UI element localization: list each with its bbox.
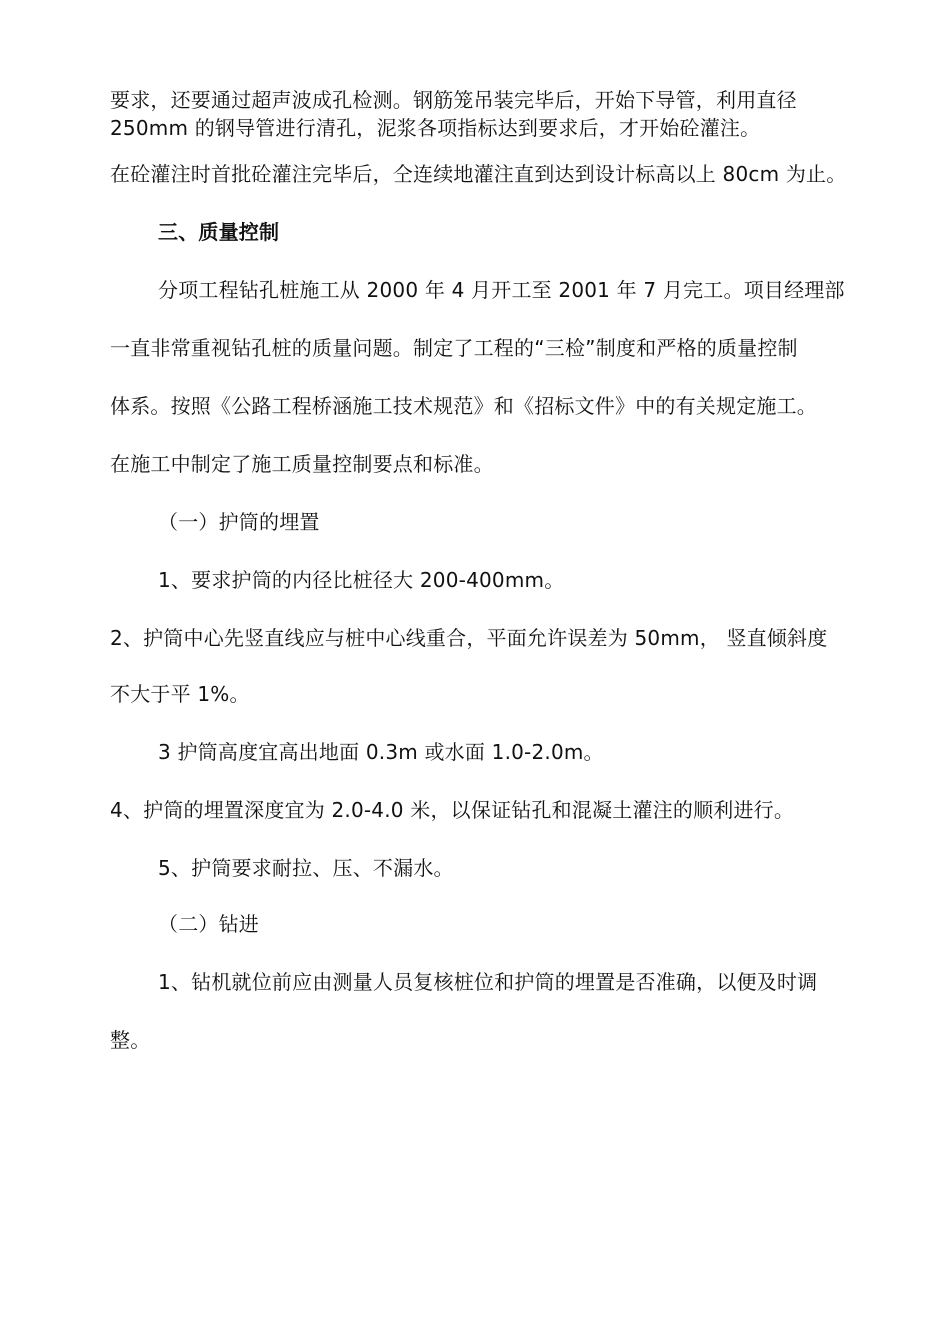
paragraph-line: 一直非常重视钻孔桩的质量问题。制定了工程的“三检”制度和严格的质量控制	[110, 336, 798, 360]
list-item: 1、钻机就位前应由测量人员复核桩位和护筒的埋置是否准确，以便及时调	[158, 970, 818, 994]
paragraph-line: 不大于平 1%。	[110, 682, 250, 706]
paragraph-line: 在施工中制定了施工质量控制要点和标准。	[110, 452, 494, 476]
paragraph-line: 要求，还要通过超声波成孔检测。钢筋笼吊装完毕后，开始下导管，利用直径	[110, 88, 797, 112]
subsection-heading: （一）护筒的埋置	[158, 510, 320, 534]
paragraph-line: 体系。按照《公路工程桥涵施工技术规范》和《招标文件》中的有关规定施工。	[110, 394, 817, 418]
list-item: 4、护筒的埋置深度宜为 2.0-4.0 米，以保证钻孔和混凝土灌注的顺利进行。	[110, 798, 795, 822]
list-item: 5、护筒要求耐拉、压、不漏水。	[158, 856, 454, 880]
list-item: 3 护筒高度宜高出地面 0.3m 或水面 1.0-2.0m。	[158, 740, 604, 764]
list-item: 2、护筒中心先竖直线应与桩中心线重合，平面允许误差为 50mm， 竖直倾斜度	[110, 626, 828, 650]
list-item: 1、要求护筒的内径比桩径大 200-400mm。	[158, 568, 565, 592]
paragraph-line: 分项工程钻孔桩施工从 2000 年 4 月开工至 2001 年 7 月完工。项目经理部	[158, 278, 845, 302]
section-heading: 三、质量控制	[158, 220, 280, 244]
paragraph-line: 在砼灌注时首批砼灌注完毕后，仝连续地灌注直到达到设计标高以上 80cm 为止。	[110, 162, 847, 186]
paragraph-line: 整。	[110, 1028, 151, 1052]
subsection-heading: （二）钻进	[158, 912, 259, 936]
paragraph-line: 250mm 的钢导管进行清孔，泥浆各项指标达到要求后，才开始砼灌注。	[110, 116, 761, 140]
